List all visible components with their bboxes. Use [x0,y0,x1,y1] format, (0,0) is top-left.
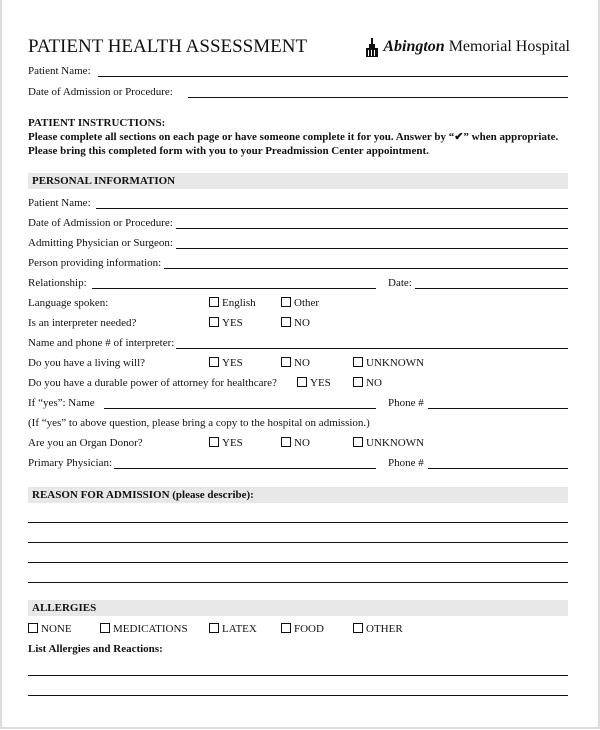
pi-date-admission-label: Date of Admission or Procedure: [28,217,173,229]
instructions-line-1: Please complete all sections on each page or have someone complete it for you. Answer by “✔” when appropriate. [28,131,559,143]
checkbox-label: English [222,297,256,309]
interpreter-name-label: Name and phone # of interpreter: [28,337,175,349]
reason-line[interactable] [28,582,568,583]
checkbox-box-icon[interactable] [100,623,110,633]
person-providing-field[interactable] [164,268,568,269]
page-title: PATIENT HEALTH ASSESSMENT [28,36,308,57]
checkbox-label: NO [366,377,382,389]
logo-name-italic: Abington [383,38,445,55]
attorney-no-checkbox[interactable] [353,376,382,390]
checkbox-box-icon[interactable] [281,297,291,307]
living-will-unknown-checkbox[interactable] [353,356,424,370]
checkbox-label: NO [294,437,310,449]
checkbox-box-icon[interactable] [281,437,291,447]
checkbox-label: UNKNOWN [366,437,425,449]
attorney-phone-field[interactable] [428,408,568,409]
language-label: Language spoken: [28,297,109,309]
physician-field[interactable] [176,248,568,249]
checkbox-box-icon[interactable] [28,623,38,633]
checkbox-label: UNKNOWN [366,357,425,369]
checkbox-box-icon[interactable] [209,317,219,327]
living-will-no-checkbox[interactable] [281,356,310,370]
checkbox-label: YES [222,317,243,329]
checkbox-box-icon[interactable] [209,357,219,367]
checkbox-box-icon[interactable] [281,623,291,633]
personal-info-heading: PERSONAL INFORMATION [32,175,176,187]
allergies-heading: ALLERGIES [32,602,97,614]
checkbox-label: OTHER [366,623,403,635]
relationship-field[interactable] [92,288,376,289]
hospital-building-icon [365,38,379,58]
primary-physician-label: Primary Physician: [28,457,113,469]
logo-name: Memorial Hospital [448,38,570,55]
if-yes-name-label: If “yes”: Name [28,397,95,409]
attorney-phone-label: Phone # [388,397,424,409]
relationship-label: Relationship: [28,277,87,289]
allergy-food-checkbox[interactable] [281,622,324,636]
checkbox-label: YES [310,377,331,389]
attorney-label: Do you have a durable power of attorney for healthcare? [28,377,277,389]
checkbox-label: YES [222,357,243,369]
checkbox-label: NO [294,317,310,329]
living-will-label: Do you have a living will? [28,357,146,369]
checkbox-box-icon[interactable] [353,437,363,447]
date-field[interactable] [415,288,568,289]
checkbox-box-icon[interactable] [281,317,291,327]
checkbox-label: NONE [41,623,72,635]
allergies-line[interactable] [28,675,568,676]
checkbox-box-icon[interactable] [209,623,219,633]
personal-info-header [28,173,568,189]
date-admission-field[interactable] [188,97,568,98]
pi-patient-name-field[interactable] [96,208,568,209]
interpreter-no-checkbox[interactable] [281,316,310,330]
checkbox-box-icon[interactable] [353,377,363,387]
attorney-name-field[interactable] [104,408,376,409]
allergies-header [28,600,568,616]
date-label: Date: [388,277,412,289]
hospital-logo [365,36,570,58]
reason-line[interactable] [28,522,568,523]
physician-phone-label: Phone # [388,457,424,469]
allergy-latex-checkbox[interactable] [209,622,257,636]
checkbox-box-icon[interactable] [209,297,219,307]
instructions-heading: PATIENT INSTRUCTIONS: [28,117,166,129]
checkbox-box-icon[interactable] [209,437,219,447]
reason-line[interactable] [28,562,568,563]
pi-date-admission-field[interactable] [176,228,568,229]
checkbox-label: MEDICATIONS [113,623,188,635]
checkbox-label: YES [222,437,243,449]
primary-physician-field[interactable] [114,468,376,469]
other-language-checkbox[interactable] [281,296,319,310]
attorney-yes-checkbox[interactable] [297,376,331,390]
patient-name-field[interactable] [98,76,568,77]
checkbox-label: Other [294,297,320,309]
patient-name-label: Patient Name: [28,65,91,77]
date-admission-label: Date of Admission or Procedure: [28,86,173,98]
interpreter-yes-checkbox[interactable] [209,316,243,330]
allergy-medications-checkbox[interactable] [100,622,188,636]
checkbox-label: LATEX [222,623,257,635]
allergy-other-checkbox[interactable] [353,622,403,636]
interpreter-label: Is an interpreter needed? [28,317,137,329]
organ-donor-yes-checkbox[interactable] [209,436,243,450]
instructions-line-2: Please bring this completed form with you to your Preadmission Center appointment. [28,145,429,157]
physician-phone-field[interactable] [428,468,568,469]
pi-patient-name-label: Patient Name: [28,197,91,209]
reason-header [28,487,568,503]
person-providing-label: Person providing information: [28,257,162,269]
if-yes-note: (If “yes” to above question, please bring a copy to the hospital on admission.) [28,417,370,429]
organ-donor-no-checkbox[interactable] [281,436,310,450]
interpreter-name-field[interactable] [176,348,568,349]
list-allergies-label: List Allergies and Reactions: [28,643,163,655]
allergy-none-checkbox[interactable] [28,622,72,636]
organ-donor-label: Are you an Organ Donor? [28,437,143,449]
checkbox-box-icon[interactable] [353,623,363,633]
checkbox-box-icon[interactable] [297,377,307,387]
checkbox-box-icon[interactable] [281,357,291,367]
allergies-line[interactable] [28,695,568,696]
living-will-yes-checkbox[interactable] [209,356,243,370]
checkbox-box-icon[interactable] [353,357,363,367]
english-checkbox[interactable] [209,296,256,310]
checkbox-label: FOOD [294,623,324,635]
physician-label: Admitting Physician or Surgeon: [28,237,173,249]
organ-donor-unknown-checkbox[interactable] [353,436,424,450]
reason-line[interactable] [28,542,568,543]
reason-heading: REASON FOR ADMISSION (please describe): [32,489,254,501]
checkbox-label: NO [294,357,310,369]
